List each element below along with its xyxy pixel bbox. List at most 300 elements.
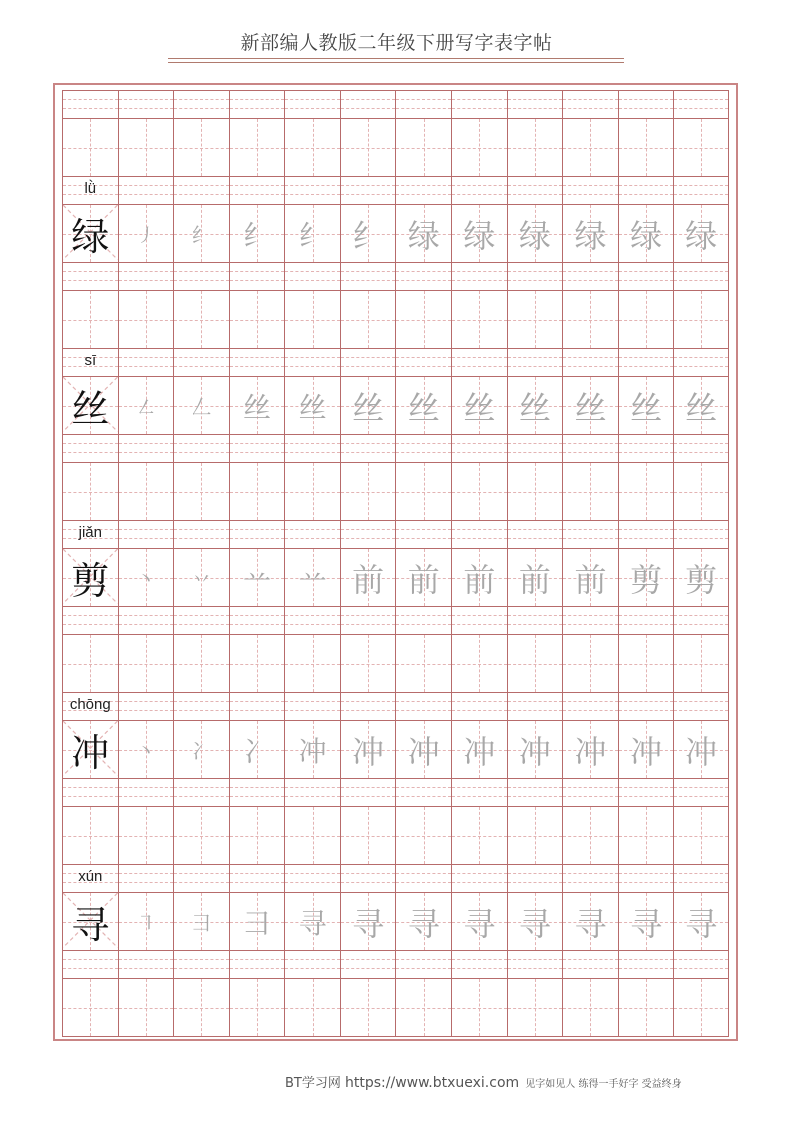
writing-cell <box>118 979 174 1036</box>
writing-cell <box>507 979 563 1036</box>
stroke-order-trace: 丝 <box>298 390 327 424</box>
writing-cell <box>118 721 174 778</box>
writing-cell <box>451 807 507 864</box>
pinyin-cell <box>451 865 507 892</box>
stroke-order-trace: 前 <box>518 560 551 599</box>
stroke-order-trace: 丝 <box>463 388 496 427</box>
writing-cell <box>507 119 563 176</box>
writing-cell <box>62 119 118 176</box>
pinyin-cell <box>340 779 396 806</box>
writing-cell <box>451 463 507 520</box>
stroke-order-trace: 绿 <box>518 216 551 255</box>
writing-cell <box>618 549 674 606</box>
stroke-order-trace: 冲 <box>463 732 496 771</box>
pinyin-cell <box>62 865 118 892</box>
writing-cell <box>340 463 396 520</box>
pinyin-cell <box>618 263 674 290</box>
writing-cell <box>62 205 118 262</box>
pinyin-cell <box>284 779 340 806</box>
writing-cell <box>395 205 451 262</box>
stroke-order-trace: 纟 <box>298 218 327 252</box>
writing-cell <box>62 549 118 606</box>
pinyin-cell <box>451 693 507 720</box>
pinyin-band <box>62 950 729 978</box>
writing-cell <box>284 721 340 778</box>
writing-cell <box>284 979 340 1036</box>
pinyin-cell <box>284 521 340 548</box>
pinyin-cell <box>340 693 396 720</box>
pinyin-cell <box>673 607 729 634</box>
pinyin-cell <box>562 521 618 548</box>
pinyin-cell <box>673 865 729 892</box>
stroke-order-trace: 冲 <box>630 732 663 771</box>
stroke-order-trace: 丶 <box>135 567 156 591</box>
pinyin-cell <box>229 607 285 634</box>
pinyin-cell <box>118 779 174 806</box>
pinyin-cell <box>562 693 618 720</box>
pinyin-cell <box>507 951 563 978</box>
writing-cell <box>62 807 118 864</box>
writing-cell <box>340 893 396 950</box>
pinyin-cell <box>618 177 674 204</box>
pinyin-cell <box>173 779 229 806</box>
writing-cell <box>507 205 563 262</box>
stroke-order-trace: 寻 <box>574 904 607 943</box>
pinyin-cell <box>507 521 563 548</box>
pinyin-cell <box>62 349 118 376</box>
writing-cell <box>673 549 729 606</box>
character-box-row <box>62 118 729 176</box>
writing-cell <box>451 205 507 262</box>
pinyin-band <box>62 176 729 204</box>
writing-cell <box>340 549 396 606</box>
writing-cell <box>284 205 340 262</box>
pinyin-cell <box>284 91 340 118</box>
pinyin-cell <box>562 607 618 634</box>
pinyin-cell <box>340 91 396 118</box>
pinyin-cell <box>673 177 729 204</box>
stroke-order-trace: 纟 <box>352 216 385 255</box>
pinyin-cell <box>340 263 396 290</box>
writing-cell <box>118 635 174 692</box>
pinyin-cell <box>340 607 396 634</box>
stroke-order-trace: ㇓ <box>135 223 156 247</box>
writing-cell <box>507 721 563 778</box>
pinyin-cell <box>562 951 618 978</box>
writing-cell <box>395 721 451 778</box>
pinyin-cell <box>229 435 285 462</box>
pinyin-cell <box>618 521 674 548</box>
blank-practice-row <box>62 950 729 1036</box>
pinyin-cell <box>673 263 729 290</box>
writing-cell <box>62 721 118 778</box>
pinyin-cell <box>173 349 229 376</box>
pinyin-cell <box>673 693 729 720</box>
pinyin-cell <box>618 951 674 978</box>
stroke-order-trace: 寻 <box>630 904 663 943</box>
pinyin-cell <box>284 263 340 290</box>
writing-cell <box>673 291 729 348</box>
writing-cell <box>340 291 396 348</box>
pinyin-cell <box>507 865 563 892</box>
pinyin-cell <box>118 91 174 118</box>
pinyin-cell <box>118 521 174 548</box>
pinyin-cell <box>395 177 451 204</box>
pinyin-cell <box>618 435 674 462</box>
pinyin-cell <box>507 607 563 634</box>
writing-cell <box>618 205 674 262</box>
writing-cell <box>284 635 340 692</box>
pinyin-band <box>62 864 729 892</box>
footer-motto: 见字如见人 练得一手好字 受益终身 <box>525 1079 682 1090</box>
stroke-order-trace: 䒑 <box>243 562 272 596</box>
character-box-row <box>62 634 729 692</box>
pinyin-cell <box>395 607 451 634</box>
pinyin-cell <box>618 349 674 376</box>
page-footer <box>285 1072 682 1091</box>
pinyin-cell <box>507 177 563 204</box>
writing-cell <box>673 807 729 864</box>
writing-cell <box>118 549 174 606</box>
footer-site: BT学习网 <box>285 1076 341 1091</box>
pinyin-label: xún <box>78 868 103 885</box>
model-character: 丝 <box>71 387 110 431</box>
pinyin-cell <box>284 607 340 634</box>
pinyin-cell <box>395 693 451 720</box>
writing-cell <box>118 893 174 950</box>
pinyin-band <box>62 606 729 634</box>
writing-cell <box>451 377 507 434</box>
writing-cell <box>395 807 451 864</box>
pinyin-cell <box>62 607 118 634</box>
pinyin-cell <box>118 349 174 376</box>
writing-cell <box>562 549 618 606</box>
writing-cell <box>395 549 451 606</box>
pinyin-cell <box>229 349 285 376</box>
stroke-order-trace: 纟 <box>191 223 212 247</box>
pinyin-cell <box>340 521 396 548</box>
writing-cell <box>451 635 507 692</box>
pinyin-cell <box>451 177 507 204</box>
stroke-order-trace: 冲 <box>685 732 718 771</box>
writing-cell <box>562 205 618 262</box>
writing-cell <box>507 807 563 864</box>
pinyin-cell <box>451 91 507 118</box>
writing-cell <box>395 291 451 348</box>
writing-cell <box>229 549 285 606</box>
writing-cell <box>284 119 340 176</box>
pinyin-cell <box>118 177 174 204</box>
writing-cell <box>562 377 618 434</box>
stroke-order-trace: ㇜ <box>135 395 156 419</box>
writing-cell <box>118 119 174 176</box>
writing-cell <box>173 893 229 950</box>
stroke-order-trace: 丝 <box>518 388 551 427</box>
pinyin-cell <box>507 349 563 376</box>
writing-cell <box>62 291 118 348</box>
writing-cell <box>673 463 729 520</box>
stroke-order-trace: 绿 <box>463 216 496 255</box>
pinyin-cell <box>62 263 118 290</box>
stroke-order-trace: 冲 <box>298 734 327 768</box>
writing-cell <box>673 893 729 950</box>
pinyin-cell <box>173 177 229 204</box>
pinyin-cell <box>673 349 729 376</box>
title-underline-top <box>168 58 624 59</box>
writing-cell <box>118 205 174 262</box>
stroke-order-trace: 冲 <box>574 732 607 771</box>
stroke-order-trace: 绿 <box>630 216 663 255</box>
stroke-order-trace: 寻 <box>685 904 718 943</box>
stroke-order-trace: 丝 <box>407 388 440 427</box>
pinyin-cell <box>451 607 507 634</box>
pinyin-cell <box>451 349 507 376</box>
blank-practice-row <box>62 606 729 692</box>
pinyin-cell <box>229 91 285 118</box>
writing-cell <box>229 979 285 1036</box>
writing-cell <box>507 549 563 606</box>
blank-practice-row <box>62 90 729 176</box>
pinyin-cell <box>118 951 174 978</box>
model-character: 剪 <box>71 559 110 603</box>
practice-grid <box>62 90 729 1037</box>
pinyin-cell <box>173 865 229 892</box>
pinyin-cell <box>618 865 674 892</box>
stroke-order-trace: 冲 <box>407 732 440 771</box>
pinyin-cell <box>395 865 451 892</box>
writing-cell <box>618 893 674 950</box>
stroke-order-trace: 前 <box>407 560 440 599</box>
writing-cell <box>173 119 229 176</box>
pinyin-cell <box>229 263 285 290</box>
writing-cell <box>173 291 229 348</box>
writing-cell <box>451 291 507 348</box>
pinyin-cell <box>507 91 563 118</box>
writing-cell <box>284 807 340 864</box>
pinyin-label: jiǎn <box>78 524 102 541</box>
pinyin-cell <box>562 177 618 204</box>
writing-cell <box>507 377 563 434</box>
writing-cell <box>395 893 451 950</box>
stroke-order-trace: 丝 <box>574 388 607 427</box>
writing-cell <box>673 721 729 778</box>
stroke-order-trace: 前 <box>352 560 385 599</box>
writing-cell <box>340 635 396 692</box>
pinyin-band <box>62 348 729 376</box>
pinyin-cell <box>62 951 118 978</box>
writing-cell <box>673 979 729 1036</box>
writing-cell <box>173 635 229 692</box>
writing-cell <box>562 635 618 692</box>
pinyin-cell <box>673 951 729 978</box>
pinyin-cell <box>173 263 229 290</box>
stroke-order-trace: 彐 <box>191 911 212 935</box>
stroke-order-trace: 冫 <box>243 734 272 768</box>
writing-cell <box>118 463 174 520</box>
pinyin-cell <box>562 779 618 806</box>
writing-cell <box>507 893 563 950</box>
writing-cell <box>340 377 396 434</box>
writing-cell <box>562 979 618 1036</box>
pinyin-cell <box>229 693 285 720</box>
writing-cell <box>618 635 674 692</box>
pinyin-band <box>62 262 729 290</box>
writing-cell <box>173 721 229 778</box>
stroke-order-trace: 䒑 <box>298 562 327 596</box>
pinyin-cell <box>229 779 285 806</box>
stroke-order-trace: 冲 <box>518 732 551 771</box>
writing-cell <box>451 721 507 778</box>
writing-cell <box>340 721 396 778</box>
stroke-order-trace: 寻 <box>352 904 385 943</box>
stroke-order-trace: 彐 <box>243 906 272 940</box>
practice-row-lǜ <box>62 176 729 262</box>
pinyin-cell <box>173 91 229 118</box>
pinyin-band <box>62 692 729 720</box>
writing-cell <box>507 291 563 348</box>
writing-cell <box>395 119 451 176</box>
stroke-order-trace: 绿 <box>685 216 718 255</box>
writing-cell <box>62 635 118 692</box>
pinyin-cell <box>562 263 618 290</box>
stroke-order-trace: 冲 <box>352 732 385 771</box>
pinyin-cell <box>562 349 618 376</box>
stroke-order-trace: 纟 <box>243 218 272 252</box>
writing-cell <box>340 979 396 1036</box>
writing-cell <box>618 119 674 176</box>
writing-cell <box>340 119 396 176</box>
pinyin-cell <box>507 779 563 806</box>
pinyin-label: sī <box>84 352 97 369</box>
pinyin-cell <box>673 435 729 462</box>
writing-cell <box>562 119 618 176</box>
writing-cell <box>507 635 563 692</box>
writing-cell <box>451 893 507 950</box>
stroke-order-trace: 绿 <box>574 216 607 255</box>
writing-cell <box>173 463 229 520</box>
stroke-order-trace: 丝 <box>243 390 272 424</box>
stroke-order-trace: 丶 <box>135 739 156 763</box>
writing-cell <box>284 291 340 348</box>
writing-cell <box>395 979 451 1036</box>
writing-cell <box>562 291 618 348</box>
character-box-row <box>62 806 729 864</box>
stroke-order-trace: 绿 <box>407 216 440 255</box>
pinyin-cell <box>62 91 118 118</box>
pinyin-cell <box>340 177 396 204</box>
writing-cell <box>173 979 229 1036</box>
writing-cell <box>229 119 285 176</box>
writing-cell <box>173 205 229 262</box>
pinyin-cell <box>618 693 674 720</box>
pinyin-cell <box>395 951 451 978</box>
pinyin-cell <box>284 435 340 462</box>
writing-cell <box>618 291 674 348</box>
pinyin-cell <box>284 349 340 376</box>
page-title: 新部编人教版二年级下册写字表字帖 <box>240 32 553 54</box>
pinyin-cell <box>395 349 451 376</box>
pinyin-band <box>62 90 729 118</box>
writing-cell <box>618 463 674 520</box>
model-character: 冲 <box>71 731 110 775</box>
footer-url[interactable]: https://www.btxuexi.com <box>345 1075 520 1091</box>
writing-cell <box>562 463 618 520</box>
pinyin-cell <box>118 435 174 462</box>
pinyin-cell <box>451 435 507 462</box>
pinyin-cell <box>62 521 118 548</box>
practice-row-jiǎn <box>62 520 729 606</box>
writing-cell <box>618 979 674 1036</box>
writing-cell <box>62 377 118 434</box>
writing-cell <box>229 377 285 434</box>
pinyin-cell <box>229 951 285 978</box>
stroke-order-trace: 𠃋 <box>191 395 212 419</box>
writing-cell <box>673 377 729 434</box>
writing-cell <box>229 721 285 778</box>
pinyin-cell <box>118 865 174 892</box>
grid-bottom-border <box>62 1036 729 1037</box>
stroke-order-trace: 寻 <box>463 904 496 943</box>
pinyin-cell <box>562 435 618 462</box>
writing-cell <box>395 635 451 692</box>
writing-cell <box>284 549 340 606</box>
writing-cell <box>62 463 118 520</box>
stroke-order-trace: 丝 <box>630 388 663 427</box>
character-box-row <box>62 204 729 262</box>
stroke-order-trace: ㇕ <box>135 911 156 935</box>
blank-practice-row <box>62 262 729 348</box>
pinyin-cell <box>62 779 118 806</box>
pinyin-cell <box>618 91 674 118</box>
pinyin-cell <box>451 951 507 978</box>
pinyin-cell <box>284 951 340 978</box>
pinyin-cell <box>340 865 396 892</box>
writing-cell <box>62 979 118 1036</box>
writing-cell <box>618 721 674 778</box>
pinyin-cell <box>173 693 229 720</box>
stroke-order-trace: 丷 <box>191 567 212 591</box>
character-box-row <box>62 548 729 606</box>
writing-cell <box>284 463 340 520</box>
title-underline-bottom <box>168 62 624 63</box>
practice-row-sī <box>62 348 729 434</box>
writing-cell <box>284 893 340 950</box>
writing-cell <box>229 893 285 950</box>
writing-cell <box>451 979 507 1036</box>
stroke-order-trace: 前 <box>574 560 607 599</box>
pinyin-cell <box>618 607 674 634</box>
writing-cell <box>173 377 229 434</box>
writing-cell <box>562 807 618 864</box>
writing-cell <box>507 463 563 520</box>
writing-cell <box>118 377 174 434</box>
stroke-order-trace: 寻 <box>298 906 327 940</box>
pinyin-cell <box>173 607 229 634</box>
writing-cell <box>229 463 285 520</box>
stroke-order-trace: 剪 <box>630 560 663 599</box>
writing-cell <box>229 635 285 692</box>
writing-cell <box>618 377 674 434</box>
writing-cell <box>451 549 507 606</box>
pinyin-cell <box>395 91 451 118</box>
pinyin-cell <box>395 435 451 462</box>
pinyin-cell <box>451 779 507 806</box>
stroke-order-trace: 前 <box>463 560 496 599</box>
pinyin-label: chōng <box>69 696 111 713</box>
pinyin-cell <box>562 865 618 892</box>
pinyin-cell <box>507 435 563 462</box>
character-box-row <box>62 978 729 1036</box>
